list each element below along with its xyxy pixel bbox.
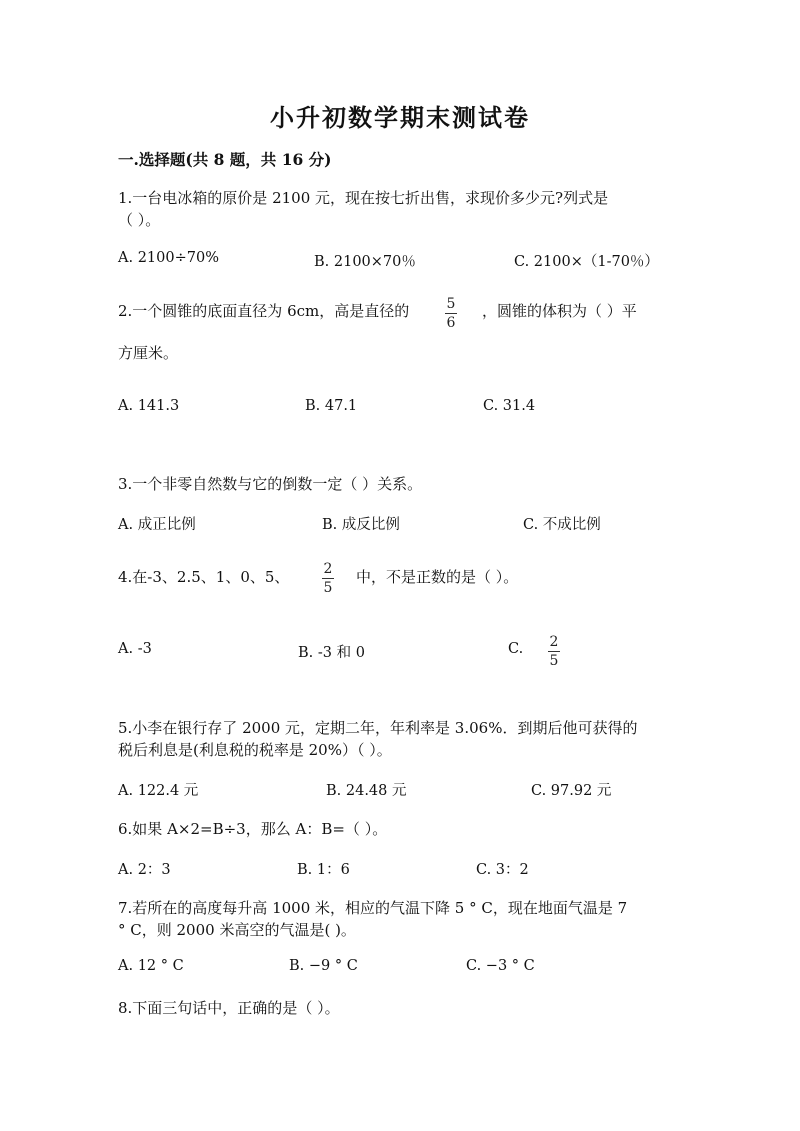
question-5-option-a: A. 122.4 元 — [118, 783, 199, 799]
question-4-option-c-fraction — [548, 634, 560, 669]
question-3-text: 3.一个非零自然数与它的倒数一定（ ）关系。 — [118, 475, 423, 493]
question-4-option-c-denominator: 5 — [549, 653, 559, 669]
question-5-text-line2: 税后利息是(利息税的税率是 20%）（ ）。 — [118, 741, 392, 759]
question-5-option-c: C. 97.92 元 — [531, 783, 612, 799]
question-4-option-b: B. -3 和 0 — [298, 645, 365, 661]
question-4-option-c: C. — [508, 641, 524, 657]
question-4-text-pre: 4.在-3、2.5、1、0、5、 — [118, 568, 290, 586]
question-5-option-b: B. 24.48 元 — [326, 783, 407, 799]
question-4-fraction-numerator: 2 — [323, 561, 333, 577]
fraction-bar — [322, 578, 334, 579]
question-4-fraction — [322, 561, 334, 596]
question-1-option-a: A. 2100÷70% — [118, 250, 219, 266]
question-4-fraction-denominator: 5 — [323, 580, 333, 596]
fraction-bar — [548, 651, 560, 652]
question-1-option-c: C. 2100×（1-70％） — [514, 254, 659, 270]
question-7-option-b: B. −9 ° C — [289, 958, 358, 974]
question-2-option-c: C. 31.4 — [483, 398, 536, 414]
question-7-text-line1: 7.若所在的高度每升高 1000 米，相应的气温下降 5 ° C，现在地面气温是 7 — [118, 899, 628, 917]
question-1-text-line2: （ ）。 — [118, 211, 161, 229]
question-6-option-b: B. 1：6 — [297, 862, 350, 878]
question-2-fraction-numerator: 5 — [446, 296, 456, 312]
question-4-text-post: 中，不是正数的是（ ）。 — [356, 568, 519, 586]
question-7-option-a: A. 12 ° C — [118, 958, 184, 974]
fraction-bar — [445, 313, 457, 314]
question-7-text-line2: ° C，则 2000 米高空的气温是( )。 — [118, 921, 356, 939]
question-8-text: 8.下面三句话中，正确的是（ ）。 — [118, 999, 340, 1017]
question-2-fraction-denominator: 6 — [446, 315, 456, 331]
question-3-option-a: A. 成正比例 — [118, 517, 196, 533]
question-5-text-line1: 5.小李在银行存了 2000 元，定期二年，年利率是 3.06%．到期后他可获得的 — [118, 719, 638, 737]
question-6-option-a: A. 2：3 — [118, 862, 171, 878]
question-2-text-pre: 2.一个圆锥的底面直径为 6cm，高是直径的 — [118, 302, 410, 320]
question-1-option-b: B. 2100×70％ — [314, 254, 416, 270]
question-6-option-c: C. 3：2 — [476, 862, 529, 878]
question-4-option-a: A. -3 — [118, 641, 152, 657]
question-2-option-b: B. 47.1 — [305, 398, 358, 414]
question-2-fraction — [445, 296, 457, 331]
question-3-option-c: C. 不成比例 — [523, 517, 601, 533]
page-title: 小升初数学期末测试卷 — [270, 103, 530, 132]
question-6-text: 6.如果 A×2=B÷3，那么 A：B=（ ）。 — [118, 820, 388, 838]
question-2-text-post: ，圆锥的体积为（ ）平 — [482, 302, 637, 320]
question-7-option-c: C. −3 ° C — [466, 958, 535, 974]
question-3-option-b: B. 成反比例 — [322, 517, 400, 533]
question-2-text-line2: 方厘米。 — [118, 344, 179, 362]
question-2-option-a: A. 141.3 — [118, 398, 180, 414]
section-heading: 一.选择题(共 8 题，共 16 分) — [118, 150, 332, 169]
question-4-option-c-numerator: 2 — [549, 634, 559, 650]
question-1-text-line1: 1.一台电冰箱的原价是 2100 元，现在按七折出售，求现价多少元?列式是 — [118, 189, 609, 207]
